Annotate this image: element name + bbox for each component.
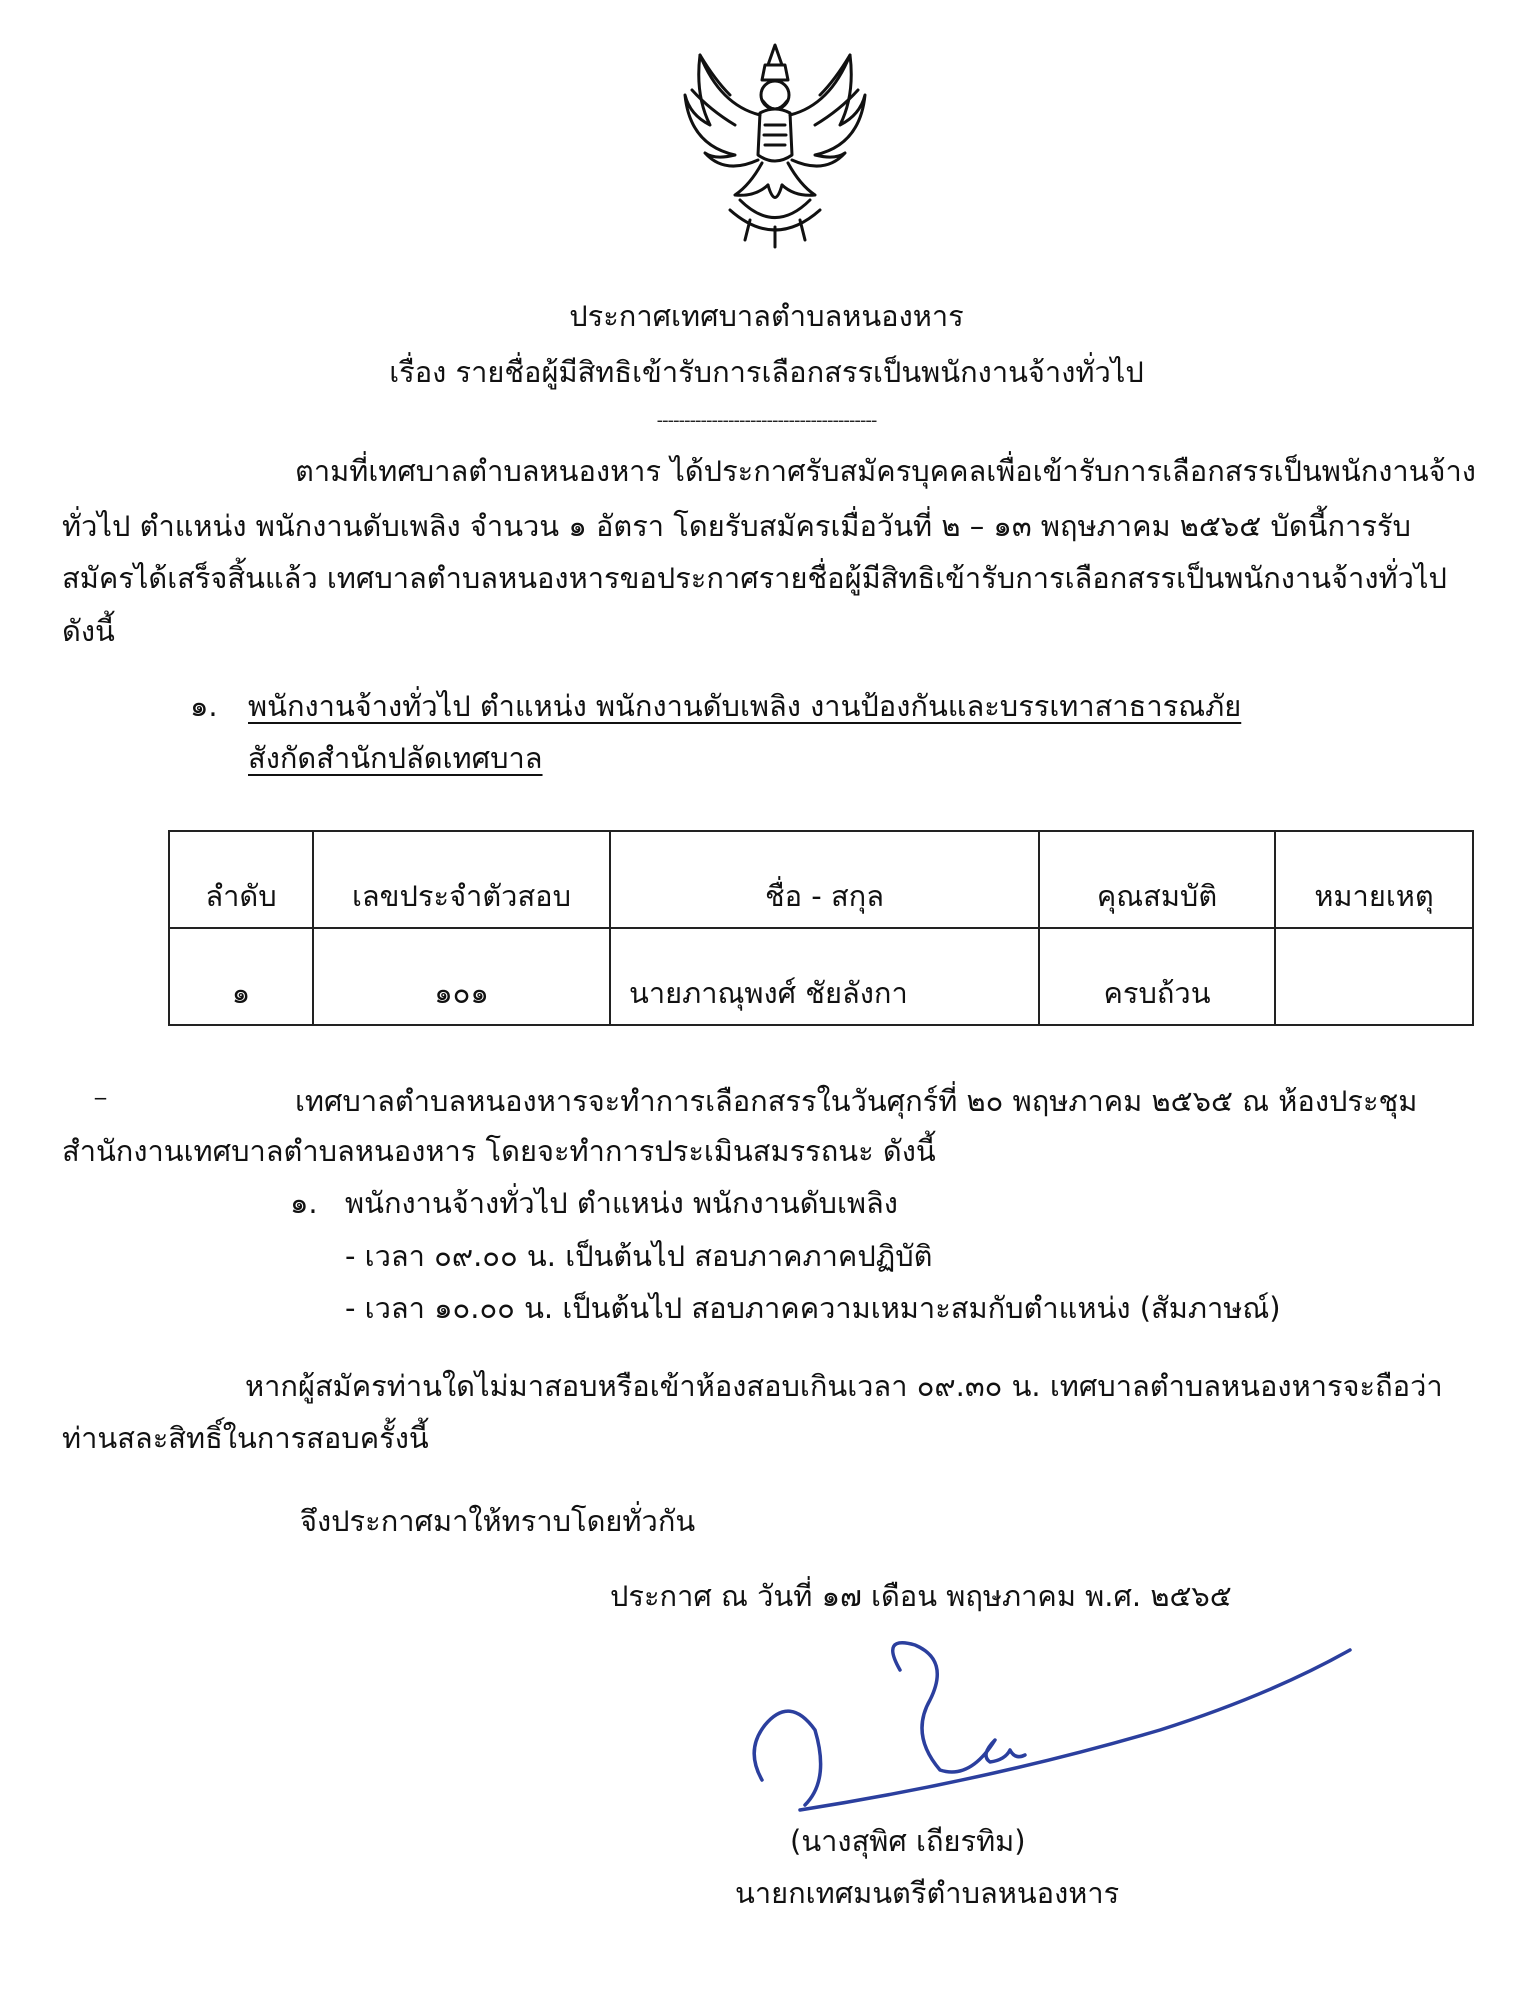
intro-line-3: สมัครได้เสร็จสิ้นแล้ว เทศบาลตำบลหนองหารขอประกาศรายชื่อผู้มีสิทธิเข้ารับการเลือกสรรเป็นพนักงานจ้างทั่วไป (62, 561, 1447, 595)
cell-remark (1275, 928, 1473, 1025)
closing-announcement: จึงประกาศมาให้ทราบโดยทั่วกัน (300, 1504, 696, 1538)
warning-line-1: หากผู้สมัครท่านใดไม่มาสอบหรือเข้าห้องสอบเกินเวลา ๐๙.๓๐ น. เทศบาลตำบลหนองหารจะถือว่า (245, 1369, 1443, 1403)
section-title-line-2: สังกัดสำนักปลัดเทศบาล (248, 741, 543, 775)
header-exam-id: เลขประจำตัวสอบ (313, 831, 610, 928)
intro-line-2: ทั่วไป ตำแหน่ง พนักงานดับเพลิง จำนวน ๑ อัตรา โดยรับสมัครเมื่อวันที่ ๒ – ๑๓ พฤษภาคม ๒๕๖๕ บัดนี้การรับ (62, 509, 1411, 543)
signatory-position: นายกเทศมนตรีตำบลหนองหาร (735, 1876, 1120, 1910)
cell-qualification: ครบถ้วน (1039, 928, 1275, 1025)
section-number: ๑. (190, 689, 218, 723)
schedule-item-number: ๑. (290, 1186, 318, 1220)
announcement-date: ประกาศ ณ วันที่ ๑๗ เดือน พฤษภาคม พ.ศ. ๒๕๖๕ (610, 1579, 1232, 1613)
stray-mark: _ (95, 1075, 106, 1100)
schedule-time-1: - เวลา ๐๙.๐๐ น. เป็นต้นไป สอบภาคภาคปฏิบัติ (345, 1239, 933, 1273)
cell-order: ๑ (169, 928, 313, 1025)
signatory-name: (นางสุพิศ เถียรทิม) (790, 1824, 1026, 1858)
schedule-time-2: - เวลา ๑๐.๐๐ น. เป็นต้นไป สอบภาคความเหมาะสมกับตำแหน่ง (สัมภาษณ์) (345, 1291, 1281, 1325)
schedule-line-1: เทศบาลตำบลหนองหารจะทำการเลือกสรรในวันศุกร์ที่ ๒๐ พฤษภาคม ๒๕๖๕ ณ ห้องประชุม (295, 1084, 1418, 1118)
header-order: ลำดับ (169, 831, 313, 928)
section-title-line-1: พนักงานจ้างทั่วไป ตำแหน่ง พนักงานดับเพลิง งานป้องกันและบรรเทาสาธารณภัย (248, 689, 1242, 723)
candidate-table (168, 830, 1474, 1026)
intro-line-4: ดังนี้ (62, 614, 115, 648)
garuda-emblem-icon (680, 35, 870, 250)
warning-line-2: ท่านสละสิทธิ์ในการสอบครั้งนี้ (62, 1421, 429, 1455)
announcement-title: ประกาศเทศบาลตำบลหนองหาร (569, 299, 964, 333)
table-header-row (169, 831, 1473, 928)
header-full-name: ชื่อ - สกุล (610, 831, 1039, 928)
table-row (169, 928, 1473, 1025)
cell-full-name: นายภาณุพงศ์ ชัยลังกา (610, 928, 1039, 1025)
header-divider: ---------------------------------------- (656, 410, 877, 431)
announcement-subject: เรื่อง รายชื่อผู้มีสิทธิเข้ารับการเลือกสรรเป็นพนักงานจ้างทั่วไป (389, 355, 1144, 389)
schedule-item-title: พนักงานจ้างทั่วไป ตำแหน่ง พนักงานดับเพลิง (345, 1186, 898, 1220)
schedule-line-2: สำนักงานเทศบาลตำบลหนองหาร โดยจะทำการประเมินสมรรถนะ ดังนี้ (62, 1134, 936, 1168)
intro-line-1: ตามที่เทศบาลตำบลหนองหาร ได้ประกาศรับสมัครบุคคลเพื่อเข้ารับการเลือกสรรเป็นพนักงานจ้าง (295, 454, 1476, 488)
header-remark: หมายเหตุ (1275, 831, 1473, 928)
header-qualification: คุณสมบัติ (1039, 831, 1275, 928)
cell-exam-id: ๑๐๑ (313, 928, 610, 1025)
handwritten-signature-icon (740, 1630, 1380, 1830)
